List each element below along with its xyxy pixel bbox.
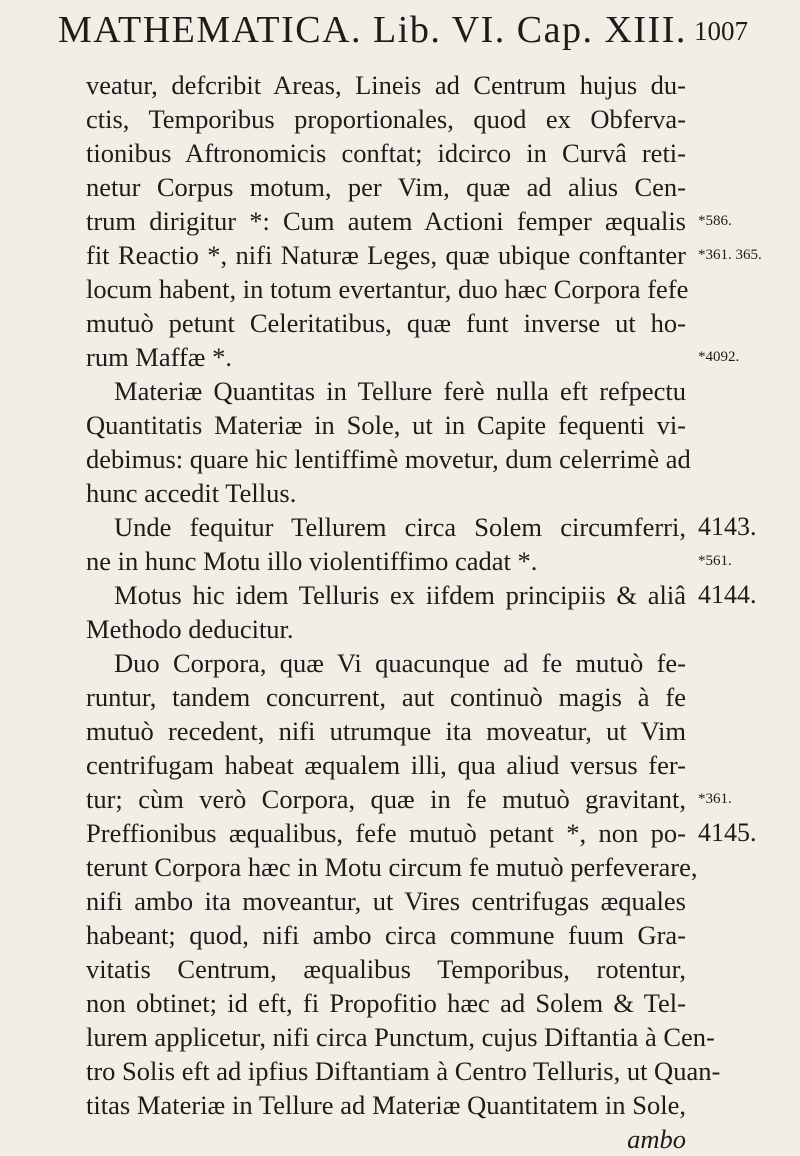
- text-line: Preffionibus æqualibus, fefe mutuò petant *, non po-: [86, 818, 686, 848]
- text-line: tionibus Aftronomicis conftat; idcirco in Curvâ reti-: [86, 138, 686, 168]
- text-line: terunt Corpora hæc in Motu circum fe mutuò perfeverare,: [86, 852, 698, 882]
- text-line: nifi ambo ita moveantur, ut Vires centrifugas æquales: [86, 886, 686, 916]
- text-line: fit Reactio *, nifi Naturæ Leges, quæ ubique conftanter: [86, 240, 686, 270]
- text-line: veatur, defcribit Areas, Lineis ad Centrum hujus du-: [86, 70, 686, 100]
- running-title: MATHEMATICA. Lib. VI. Cap. XIII.: [58, 9, 687, 51]
- text-line: runtur, tandem concurrent, aut continuò magis à fe: [86, 682, 686, 712]
- text-line: vitatis Centrum, æqualibus Temporibus, rotentur,: [86, 954, 686, 984]
- text-line: netur Corpus motum, per Vim, quæ ad alius Cen-: [86, 172, 686, 202]
- text-line: Unde fequitur Tellurem circa Solem circumferri,: [114, 512, 686, 542]
- page-header: [58, 8, 748, 60]
- text-line: centrifugam habeat æqualem illi, qua aliud versus fer-: [86, 750, 686, 780]
- text-line: Materiæ Quantitas in Tellure ferè nulla eft refpectu: [114, 376, 686, 406]
- proposition-number: 4143.: [698, 512, 757, 541]
- text-line: Methodo deducitur.: [86, 614, 294, 644]
- proposition-number: 4144.: [698, 580, 757, 609]
- text-line: rum Maffæ *.: [86, 342, 232, 372]
- margin-reference: *361. 365.: [698, 247, 762, 263]
- proposition-number: 4145.: [698, 818, 757, 847]
- text-line: tro Solis eft ad ipfius Diftantiam à Centro Telluris, ut Quan-: [86, 1056, 721, 1086]
- text-line: Motus hic idem Telluris ex iifdem principiis & aliâ: [114, 580, 686, 610]
- text-line: mutuò recedent, nifi utrumque ita moveatur, ut Vim: [86, 716, 686, 746]
- text-line: ne in hunc Motu illo violentiffimo cadat *.: [86, 546, 538, 576]
- text-line: debimus: quare hic lentiffimè movetur, dum celerrimè ad: [86, 444, 691, 474]
- margin-reference: *361.: [698, 791, 732, 807]
- page-number: 1007: [694, 16, 748, 46]
- text-line: tur; cùm verò Corpora, quæ in fe mutuò gravitant,: [86, 784, 686, 814]
- text-line: ctis, Temporibus proportionales, quod ex Obferva-: [86, 104, 686, 134]
- text-line: trum dirigitur *: Cum autem Actioni femper æqualis: [86, 206, 686, 236]
- text-line: titas Materiæ in Tellure ad Materiæ Quantitatem in Sole,: [86, 1090, 686, 1120]
- catchword: ambo: [627, 1124, 686, 1154]
- text-line: non obtinet; id eft, fi Propofitio hæc ad Solem & Tel-: [86, 988, 686, 1018]
- text-line: Quantitatis Materiæ in Sole, ut in Capite fequenti vi-: [86, 410, 686, 440]
- margin-reference: *561.: [698, 553, 732, 569]
- margin-reference: *586.: [698, 213, 732, 229]
- margin-reference: *4092.: [698, 349, 740, 365]
- text-line: hunc accedit Tellus.: [86, 478, 297, 508]
- text-line: habeant; quod, nifi ambo circa commune fuum Gra-: [86, 920, 686, 950]
- text-line: Duo Corpora, quæ Vi quacunque ad fe mutuò fe-: [114, 648, 686, 678]
- text-line: mutuò petunt Celeritatibus, quæ funt inverse ut ho-: [86, 308, 686, 338]
- text-line: locum habent, in totum evertantur, duo hæc Corpora fefe: [86, 274, 689, 304]
- text-line: lurem applicetur, nifi circa Punctum, cujus Diftantia à Cen-: [86, 1022, 715, 1052]
